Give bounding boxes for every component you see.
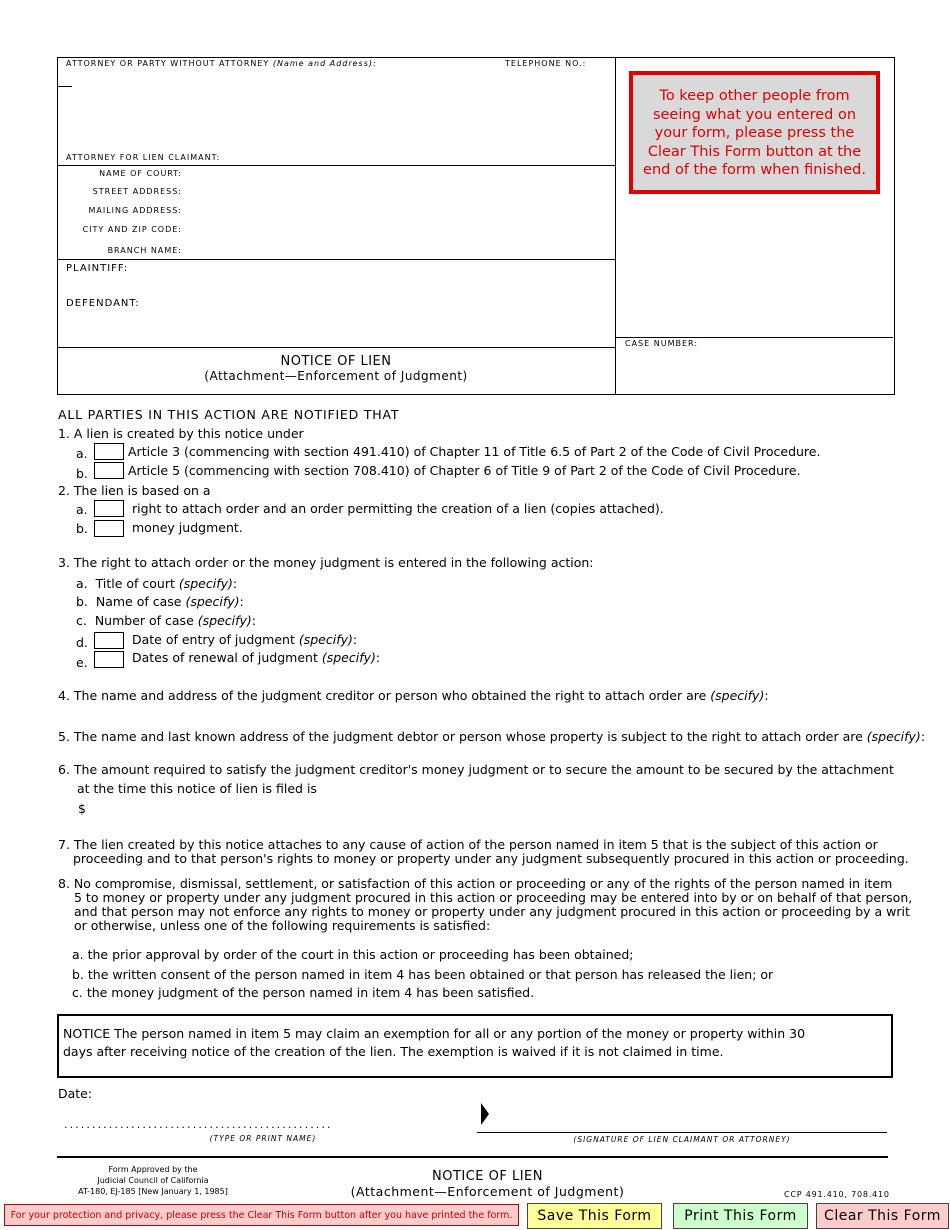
letter-3d: d. — [76, 635, 88, 650]
item-2b: money judgment. — [132, 520, 243, 535]
item-2a: right to attach order and an order permitting the creation of a lien (copies attached). — [132, 501, 664, 516]
attorney-for-label: ATTORNEY FOR LIEN CLAIMANT: — [66, 153, 221, 162]
item-1a: Article 3 (commencing with section 491.410) of Chapter 11 of Title 6.5 of Part 2 of the Code of Civil Procedure. — [128, 444, 821, 459]
header-form-subtitle: (Attachment—Enforcement of Judgment) — [204, 369, 468, 383]
item-3: 3. The right to attach order or the money judgment is entered in the following action: — [58, 555, 594, 570]
branch-name-label: BRANCH NAME: — [107, 246, 182, 255]
item-7: 7. The lien created by this notice attaches to any cause of action of the person named in item 5 that is the subject of this action or — [58, 837, 878, 852]
title-divider — [57, 347, 615, 348]
item-1: 1. A lien is created by this notice under — [58, 426, 304, 441]
privacy-notice-box — [629, 71, 880, 194]
date-label: Date: — [58, 1086, 93, 1101]
parties-divider — [57, 259, 615, 260]
item-8-line4: or otherwise, unless one of the following requirements is satisfied: — [74, 918, 491, 933]
signature-line — [477, 1132, 887, 1133]
item-8a: a. the prior approval by order of the court in this action or proceeding has been obtained; — [72, 947, 634, 962]
approval-line1: Form Approved by the — [108, 1165, 198, 1174]
item-6-line2: at the time this notice of lien is filed is — [77, 781, 317, 796]
checkbox-3e[interactable] — [94, 651, 124, 668]
header-form-title: NOTICE OF LIEN — [280, 354, 392, 369]
item-3a: a. Title of court (specify): — [76, 576, 238, 591]
clear-form-button[interactable]: Clear This Form — [816, 1203, 949, 1229]
letter-3e: e. — [76, 655, 88, 670]
street-address-label: STREET ADDRESS: — [92, 187, 182, 196]
case-number-divider — [615, 337, 893, 338]
statute-codes: CCP 491.410, 708.410 — [784, 1190, 890, 1199]
court-name-label: NAME OF COURT: — [99, 169, 182, 178]
footer-rule — [57, 1156, 888, 1158]
letter-1b: b. — [76, 466, 88, 481]
approval-line2: Judicial Council of California — [97, 1176, 209, 1185]
item-1b: Article 5 (commencing with section 708.410) of Chapter 6 of Title 9 of Part 2 of the Code of Civil Procedure. — [128, 463, 801, 478]
defendant-label: DEFENDANT: — [66, 298, 140, 309]
footer-title: NOTICE OF LIEN — [431, 1169, 543, 1184]
privacy-bar: For your protection and privacy, please press the Clear This Form button after you have printed the form. — [4, 1204, 519, 1226]
checkbox-2b[interactable] — [94, 520, 124, 537]
item-6: 6. The amount required to satisfy the judgment creditor's money judgment or to secure the amount to be secured by the attachment — [58, 762, 894, 777]
attorney-label: ATTORNEY OR PARTY WITHOUT ATTORNEY (Name and Address): — [66, 59, 377, 68]
privacy-notice-text: To keep other people from seeing what you entered on your form, please press the Clear This Form button at the end of the form when finished. — [643, 88, 866, 178]
item-7-line2: proceeding and to that person's rights to money or property under any judgment subsequently procured in this action or proceeding. — [73, 851, 909, 866]
intro-heading: ALL PARTIES IN THIS ACTION ARE NOTIFIED THAT — [58, 407, 400, 422]
approval-block — [58, 1164, 248, 1197]
notice-box — [57, 1014, 893, 1078]
city-zip-label: CITY AND ZIP CODE: — [82, 225, 182, 234]
mailing-address-label: MAILING ADDRESS: — [88, 206, 182, 215]
print-form-button[interactable]: Print This Form — [673, 1203, 808, 1229]
notice-line2: days after receiving notice of the creation of the lien. The exemption is waived if it is not claimed in time. — [63, 1044, 724, 1059]
letter-2a: a. — [76, 502, 88, 517]
item-4: 4. The name and address of the judgment creditor or person who obtained the right to attach order are (specify): — [58, 688, 769, 703]
item-8c: c. the money judgment of the person named in item 4 has been satisfied. — [72, 985, 535, 1000]
item-8: 8. No compromise, dismissal, settlement, or satisfaction of this action or proceeding or any of the rights of the person named in item — [58, 876, 893, 891]
attorney-field-tick — [58, 86, 72, 87]
checkbox-3d[interactable] — [94, 632, 124, 649]
checkbox-1b[interactable] — [94, 462, 124, 479]
signature-caption: (SIGNATURE OF LIEN CLAIMANT OR ATTORNEY) — [573, 1135, 791, 1144]
approval-line3: AT-180, EJ-185 [New January 1, 1985] — [78, 1187, 228, 1196]
type-name-caption: (TYPE OR PRINT NAME) — [209, 1134, 317, 1143]
amount-dollar-sign: $ — [78, 801, 86, 816]
item-2: 2. The lien is based on a — [58, 483, 211, 498]
item-5: 5. The name and last known address of the judgment debtor or person whose property is subject to the right to attach order are (specify): — [58, 729, 926, 744]
item-3c: c. Number of case (specify): — [76, 613, 257, 628]
item-3b: b. Name of case (specify): — [76, 594, 244, 609]
save-form-button[interactable]: Save This Form — [527, 1203, 662, 1229]
item-8-line2: 5 to money or property under any judgment procured in this action or proceeding may be entered into by or on behalf of that person, — [74, 890, 913, 905]
caption-divider — [615, 57, 616, 394]
plaintiff-label: PLAINTIFF: — [66, 263, 129, 274]
notice-line1: NOTICE The person named in item 5 may claim an exemption for all or any portion of the money or property within 30 — [63, 1026, 806, 1041]
case-number-label: CASE NUMBER: — [625, 339, 699, 348]
court-divider — [57, 165, 615, 166]
letter-2b: b. — [76, 521, 88, 536]
signature-arrow-icon — [481, 1103, 489, 1125]
letter-1a: a. — [76, 446, 88, 461]
checkbox-1a[interactable] — [94, 443, 124, 460]
item-8-line3: and that person may not enforce any rights to money or property under any judgment procured in this action or proceeding by a writ — [74, 904, 910, 919]
item-3e: Dates of renewal of judgment (specify): — [132, 650, 381, 665]
checkbox-2a[interactable] — [94, 500, 124, 517]
item-3d: Date of entry of judgment (specify): — [132, 632, 358, 647]
footer-subtitle: (Attachment—Enforcement of Judgment) — [350, 1184, 625, 1199]
name-dots: ................................................ — [64, 1118, 333, 1131]
telephone-label: TELEPHONE NO.: — [505, 59, 587, 68]
item-8b: b. the written consent of the person named in item 4 has been obtained or that person has released the lien; or — [72, 967, 774, 982]
